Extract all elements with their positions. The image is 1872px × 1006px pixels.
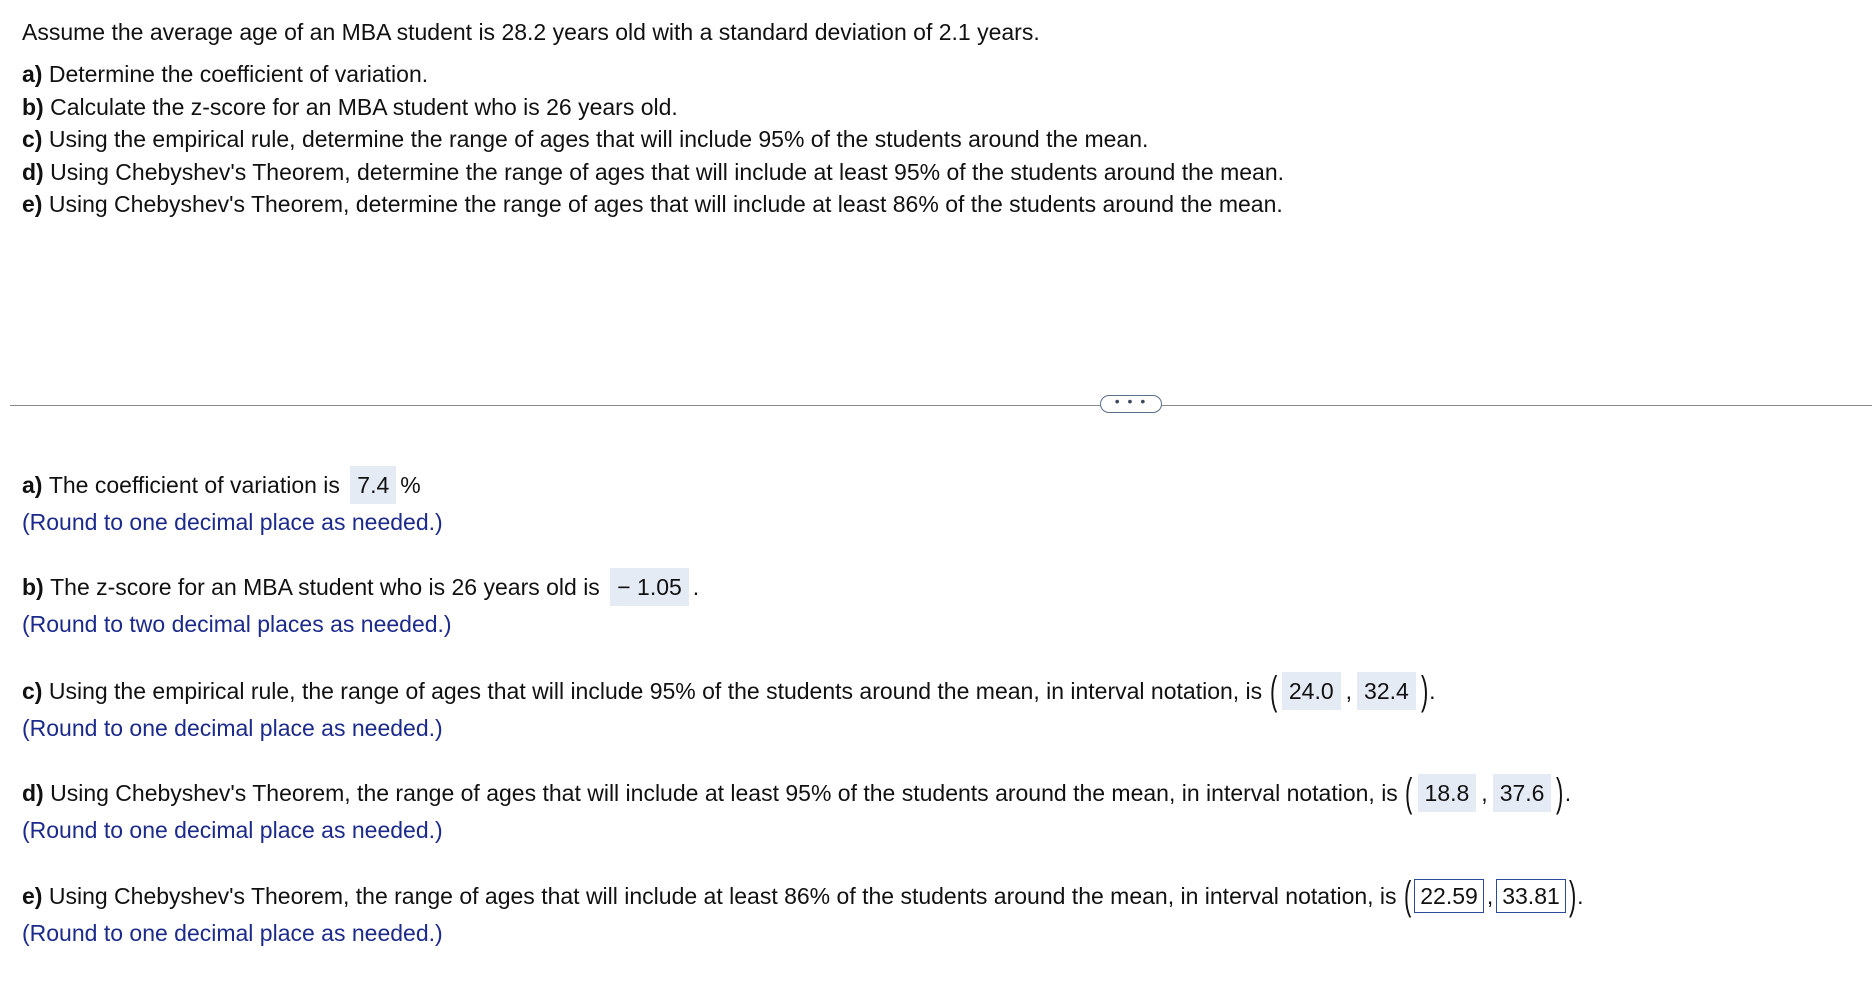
answer-a: [22, 465, 443, 539]
comma-d: ,: [1481, 780, 1488, 806]
question-item-c: [22, 123, 1822, 156]
question-item-e: [22, 188, 1822, 221]
period-suffix-b: .: [692, 574, 700, 600]
period-suffix-e: .: [1577, 883, 1584, 909]
answer-text-d: Using Chebyshev's Theorem, the range of ages that will include at least 95% of the students around the mean, in interval notation, is: [50, 780, 1398, 806]
period-suffix-d: .: [1564, 780, 1572, 806]
question-item-a: [22, 58, 1822, 91]
empirical-upper-bound-answer[interactable]: 32.4: [1357, 672, 1416, 710]
question-intro: Assume the average age of an MBA student is 28.2 years old with a standard deviation of 2.1 years.: [22, 19, 1040, 45]
chebyshev-86-lower-bound-input[interactable]: 22.59: [1414, 879, 1484, 913]
question-item-b: [22, 91, 1822, 124]
answer-b-line: [22, 567, 699, 607]
rounding-hint-c: (Round to one decimal place as needed.): [22, 715, 443, 741]
answer-a-line: [22, 465, 443, 505]
question-text-a: Determine the coefficient of variation.: [48, 61, 429, 87]
answer-b: [22, 567, 699, 641]
answer-c-line: [22, 671, 1436, 711]
empirical-lower-bound-answer[interactable]: 24.0: [1282, 672, 1341, 710]
comma-c: ,: [1345, 678, 1353, 704]
answer-label-e: e): [22, 883, 43, 909]
close-paren-d: ): [1556, 771, 1564, 815]
answer-e: [22, 876, 1584, 950]
question-text-c: Using the empirical rule, determine the range of ages that will include 95% of the students around the mean.: [48, 126, 1149, 152]
open-paren-d: (: [1405, 771, 1413, 815]
answer-text-c: Using the empirical rule, the range of ages that will include 95% of the students around the mean, in interval notation, is: [48, 678, 1263, 704]
comma-e: ,: [1486, 883, 1494, 909]
question-text-d: Using Chebyshev's Theorem, determine the range of ages that will include at least 95% of the students around the mean.: [50, 158, 1285, 185]
coefficient-of-variation-answer[interactable]: 7.4: [350, 466, 396, 504]
answer-text-e: Using Chebyshev's Theorem, the range of ages that will include at least 86% of the students around the mean, in interval notation, is: [48, 883, 1397, 909]
open-paren-c: (: [1269, 669, 1277, 713]
rounding-hint-b: (Round to two decimal places as needed.): [22, 611, 452, 637]
chebyshev-95-lower-bound-answer[interactable]: 18.8: [1418, 774, 1477, 812]
section-divider: [10, 405, 1872, 406]
chebyshev-95-upper-bound-answer[interactable]: 37.6: [1493, 774, 1552, 812]
answer-d-line: [22, 773, 1571, 813]
percent-suffix: %: [400, 472, 421, 498]
rounding-hint-e: (Round to one decimal place as needed.): [22, 920, 443, 946]
question-label-b: b): [22, 93, 44, 120]
more-options-button[interactable]: • • •: [1100, 395, 1162, 413]
question-label-d: d): [22, 158, 44, 185]
answer-c: [22, 671, 1436, 745]
answer-label-c: c): [22, 678, 43, 704]
close-paren-c: ): [1420, 669, 1429, 713]
open-paren-e: (: [1403, 874, 1412, 918]
answer-label-b: b): [22, 574, 44, 600]
question-label-a: a): [22, 61, 43, 87]
answer-e-line: [22, 876, 1584, 916]
period-suffix-c: .: [1429, 678, 1436, 704]
answer-label-d: d): [22, 780, 44, 806]
question-label-e: e): [22, 191, 43, 217]
rounding-hint-a: (Round to one decimal place as needed.): [22, 509, 443, 535]
close-paren-e: ): [1568, 874, 1577, 918]
question-block: [22, 16, 1822, 221]
rounding-hint-d: (Round to one decimal place as needed.): [22, 817, 443, 843]
answer-text-b: The z-score for an MBA student who is 26 years old is: [50, 574, 600, 600]
question-text-e: Using Chebyshev's Theorem, determine the range of ages that will include at least 86% of the students around the mean.: [48, 191, 1283, 217]
question-item-d: [22, 156, 1822, 189]
answer-label-a: a): [22, 472, 43, 498]
answer-d: [22, 773, 1571, 847]
question-label-c: c): [22, 126, 43, 152]
question-text-b: Calculate the z-score for an MBA student who is 26 years old.: [50, 93, 678, 120]
z-score-answer[interactable]: − 1.05: [610, 568, 689, 606]
chebyshev-86-upper-bound-input[interactable]: 33.81: [1496, 879, 1566, 913]
answer-text-a: The coefficient of variation is: [48, 472, 340, 498]
